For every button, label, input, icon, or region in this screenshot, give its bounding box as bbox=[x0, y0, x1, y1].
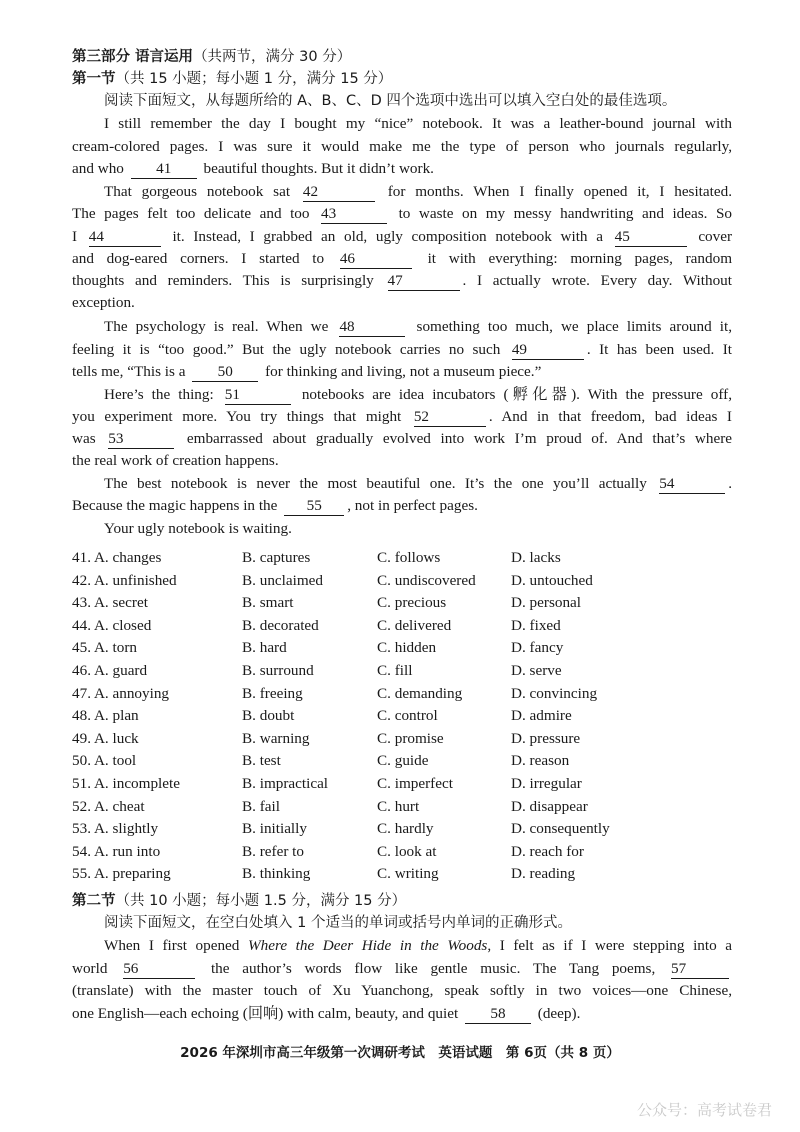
option-a: 47. A. annoying bbox=[72, 684, 170, 702]
option-d: D. reading bbox=[511, 865, 576, 883]
section2-line1 bbox=[104, 935, 732, 957]
option-d: D. pressure bbox=[511, 729, 581, 747]
option-c: C. fill bbox=[377, 661, 413, 679]
text: . And in that freedom, bad ideas I bbox=[488, 408, 732, 425]
text: it. Instead, I grabbed an old, ugly composition notebook with a bbox=[172, 228, 603, 245]
text: you experiment more. You try things that might bbox=[72, 408, 402, 425]
option-c: C. promise bbox=[377, 729, 444, 747]
option-a: 53. A. slightly bbox=[72, 820, 159, 838]
option-a: 44. A. closed bbox=[72, 616, 152, 634]
option-row bbox=[72, 750, 732, 773]
option-b: B. decorated bbox=[242, 616, 319, 634]
passage-p5-line2 bbox=[72, 495, 732, 517]
blank-41: 41 bbox=[131, 160, 197, 179]
section1-heading bbox=[72, 68, 732, 90]
text: . bbox=[728, 475, 733, 492]
blank-54: 54 bbox=[659, 475, 725, 494]
option-row bbox=[72, 683, 732, 706]
part3-title: 第三部分 语言运用 bbox=[72, 49, 194, 65]
text: beautiful thoughts. But it didn’t work. bbox=[203, 160, 434, 177]
option-row bbox=[72, 796, 732, 819]
option-c: C. demanding bbox=[377, 684, 463, 702]
passage-p2-line1 bbox=[104, 181, 732, 203]
text: tells me, “This is a bbox=[72, 363, 186, 380]
text: one English—each echoing (回响) with calm, beauty, and quiet bbox=[72, 1005, 459, 1022]
option-a: 48. A. plan bbox=[72, 707, 139, 725]
option-b: B. unclaimed bbox=[242, 571, 323, 589]
book-title: Where the Deer Hide in the Woods bbox=[248, 937, 488, 954]
option-row bbox=[72, 547, 732, 570]
text: The best notebook is never the most beautiful one. It’s the one you’ll actually bbox=[104, 475, 647, 492]
option-d: D. consequently bbox=[511, 820, 610, 838]
option-b: B. test bbox=[242, 752, 281, 770]
option-a: 55. A. preparing bbox=[72, 865, 171, 883]
blank-56: 56 bbox=[123, 960, 195, 979]
options-list bbox=[72, 547, 732, 886]
section1-instruction: 阅读下面短文，从每题所给的 A、B、C、D 四个选项中选出可以填入空白处的最佳选项。 bbox=[104, 93, 677, 109]
part3-heading bbox=[72, 46, 732, 68]
text: world bbox=[72, 960, 108, 977]
text: thoughts and reminders. This is surprisingly bbox=[72, 272, 374, 289]
text: notebooks are idea incubators (孵化器). With the pressure off, bbox=[301, 386, 732, 403]
text: something too much, we place limits around it, bbox=[416, 318, 733, 335]
option-d: D. untouched bbox=[511, 571, 593, 589]
option-a: 45. A. torn bbox=[72, 639, 137, 657]
option-b: B. initially bbox=[242, 820, 307, 838]
option-a: 46. A. guard bbox=[72, 661, 148, 679]
option-a: 50. A. tool bbox=[72, 752, 137, 770]
section2-title: 第二节 bbox=[72, 893, 116, 909]
option-a: 43. A. secret bbox=[72, 594, 148, 612]
option-c: C. hardly bbox=[377, 820, 434, 838]
text: it with everything: morning pages, random bbox=[427, 250, 733, 267]
option-row bbox=[72, 773, 732, 796]
text: cover bbox=[698, 228, 733, 245]
option-d: D. reach for bbox=[511, 842, 584, 860]
option-a: 52. A. cheat bbox=[72, 797, 145, 815]
blank-55: 55 bbox=[284, 497, 344, 516]
passage-p6: Your ugly notebook is waiting. bbox=[104, 520, 292, 537]
option-a: 49. A. luck bbox=[72, 729, 139, 747]
option-row bbox=[72, 570, 732, 593]
passage-p4-line3 bbox=[72, 428, 732, 450]
option-d: D. fancy bbox=[511, 639, 564, 657]
blank-53: 53 bbox=[108, 430, 174, 449]
part3-note: （共两节，满分 30 分） bbox=[193, 49, 352, 65]
text: Because the magic happens in the bbox=[72, 497, 278, 514]
section2-line4 bbox=[72, 1003, 732, 1025]
text: The pages felt too delicate and too bbox=[72, 205, 310, 222]
option-c: C. follows bbox=[377, 549, 441, 566]
blank-49: 49 bbox=[512, 341, 584, 360]
section2-instruction: 阅读下面短文，在空白处填入 1 个适当的单词或括号内单词的正确形式。 bbox=[104, 915, 572, 931]
option-b: B. thinking bbox=[242, 865, 311, 883]
option-b: B. freeing bbox=[242, 684, 303, 702]
option-row bbox=[72, 863, 732, 886]
option-d: D. fixed bbox=[511, 616, 561, 634]
blank-43: 43 bbox=[321, 205, 387, 224]
page-footer: 2026 年深圳市高三年级第一次调研考试 英语试题 第 6页（共 8 页） bbox=[180, 1045, 620, 1061]
passage-p2-line5 bbox=[72, 270, 732, 292]
text: to waste on my messy handwriting and ideas. So bbox=[398, 205, 733, 222]
passage-p2-line3 bbox=[72, 226, 732, 248]
option-d: D. convincing bbox=[511, 684, 598, 702]
blank-52: 52 bbox=[414, 408, 486, 427]
passage-p1-line2: cream-colored pages. I was sure it would make me the type of person who journals regularly, bbox=[72, 138, 732, 155]
text: , not in perfect pages. bbox=[347, 497, 478, 514]
watermark: 公众号：高考试卷君 bbox=[636, 1101, 772, 1119]
section2-line2 bbox=[72, 958, 732, 980]
passage-p1-line3 bbox=[72, 158, 732, 180]
blank-48: 48 bbox=[339, 318, 405, 337]
option-d: D. admire bbox=[511, 707, 572, 725]
passage-p3-line1 bbox=[104, 316, 732, 338]
option-c: C. control bbox=[377, 707, 438, 725]
text: and who bbox=[72, 160, 124, 177]
blank-51: 51 bbox=[225, 386, 291, 405]
text: . I actually wrote. Every day. Without bbox=[462, 272, 732, 289]
passage-p4-line1 bbox=[104, 384, 732, 406]
text: and dog-eared corners. I started to bbox=[72, 250, 325, 267]
option-b: B. fail bbox=[242, 797, 280, 815]
section2-line3: (translate) with the master touch of Xu Yuanchong, speak softly in two voices—one Chinese, bbox=[72, 982, 732, 999]
blank-44: 44 bbox=[89, 228, 161, 247]
option-c: C. hurt bbox=[377, 797, 420, 815]
option-row bbox=[72, 660, 732, 683]
passage-p2-line6: exception. bbox=[72, 294, 135, 311]
text: for thinking and living, not a museum piece.” bbox=[265, 363, 542, 380]
option-row bbox=[72, 728, 732, 751]
passage-p1-line1: I still remember the day I bought my “nice” notebook. It was a leather-bound journal with bbox=[104, 115, 732, 132]
passage-p3-line2 bbox=[72, 339, 732, 361]
option-row bbox=[72, 705, 732, 728]
text: I bbox=[72, 228, 78, 245]
text: was bbox=[72, 430, 96, 447]
section1-note: （共 15 小题；每小题 1 分，满分 15 分） bbox=[115, 71, 393, 87]
text: That gorgeous notebook sat bbox=[104, 183, 291, 200]
text: . It has been used. It bbox=[586, 341, 733, 358]
section1-title: 第一节 bbox=[72, 71, 116, 87]
blank-58: 58 bbox=[465, 1005, 531, 1024]
option-c: C. guide bbox=[377, 752, 429, 770]
option-c: C. imperfect bbox=[377, 774, 453, 792]
option-b: B. smart bbox=[242, 594, 294, 612]
option-b: B. warning bbox=[242, 729, 310, 747]
option-c: C. hidden bbox=[377, 639, 437, 657]
passage-p2-line2 bbox=[72, 203, 732, 225]
text: feeling it is “too good.” But the ugly notebook carries no such bbox=[72, 341, 501, 358]
option-b: B. captures bbox=[242, 549, 311, 566]
option-b: B. impractical bbox=[242, 774, 329, 792]
text: , I felt as if I were stepping into a bbox=[487, 937, 733, 954]
text: (deep). bbox=[537, 1005, 581, 1022]
passage-p4-line2 bbox=[72, 406, 732, 428]
blank-50: 50 bbox=[192, 363, 258, 382]
option-a: 51. A. incomplete bbox=[72, 774, 180, 792]
option-d: D. disappear bbox=[511, 797, 588, 815]
option-d: D. irregular bbox=[511, 774, 582, 792]
blank-42: 42 bbox=[303, 183, 375, 202]
option-row bbox=[72, 818, 732, 841]
blank-45: 45 bbox=[615, 228, 687, 247]
text: When I first opened bbox=[104, 937, 240, 954]
option-row bbox=[72, 637, 732, 660]
passage-p3-line3 bbox=[72, 361, 732, 383]
option-c: C. undiscovered bbox=[377, 571, 476, 589]
option-c: C. look at bbox=[377, 842, 437, 860]
passage-p4-line4: the real work of creation happens. bbox=[72, 452, 279, 469]
section2-note: （共 10 小题；每小题 1.5 分，满分 15 分） bbox=[115, 893, 407, 909]
text: for months. When I finally opened it, I hesitated. bbox=[387, 183, 732, 200]
blank-46: 46 bbox=[340, 250, 412, 269]
text: embarrassed about gradually evolved into work I’m proud of. And that’s where bbox=[186, 430, 732, 447]
option-c: C. precious bbox=[377, 594, 447, 612]
option-b: B. refer to bbox=[242, 842, 304, 860]
option-row bbox=[72, 592, 732, 615]
text: Here’s the thing: bbox=[104, 386, 214, 403]
option-a: 54. A. run into bbox=[72, 842, 161, 860]
section2-heading bbox=[72, 890, 732, 912]
option-row bbox=[72, 615, 732, 638]
option-b: B. doubt bbox=[242, 707, 295, 725]
option-c: C. delivered bbox=[377, 616, 452, 634]
option-c: C. writing bbox=[377, 865, 439, 883]
option-d: D. reason bbox=[511, 752, 570, 770]
passage-p5-line1 bbox=[104, 473, 732, 495]
option-b: B. surround bbox=[242, 661, 314, 679]
option-d: D. personal bbox=[511, 594, 582, 612]
text: the author’s words flow like gentle music. The Tang poems, bbox=[210, 960, 656, 977]
option-d: D. serve bbox=[511, 661, 562, 679]
passage-p2-line4 bbox=[72, 248, 732, 270]
option-a: 42. A. unfinished bbox=[72, 571, 177, 589]
option-row bbox=[72, 841, 732, 864]
text: The psychology is real. When we bbox=[104, 318, 329, 335]
blank-57: 57 bbox=[671, 960, 729, 979]
option-d: D. lacks bbox=[511, 549, 561, 566]
blank-47: 47 bbox=[388, 272, 460, 291]
option-a: 41. A. changes bbox=[72, 549, 162, 566]
option-b: B. hard bbox=[242, 639, 287, 657]
